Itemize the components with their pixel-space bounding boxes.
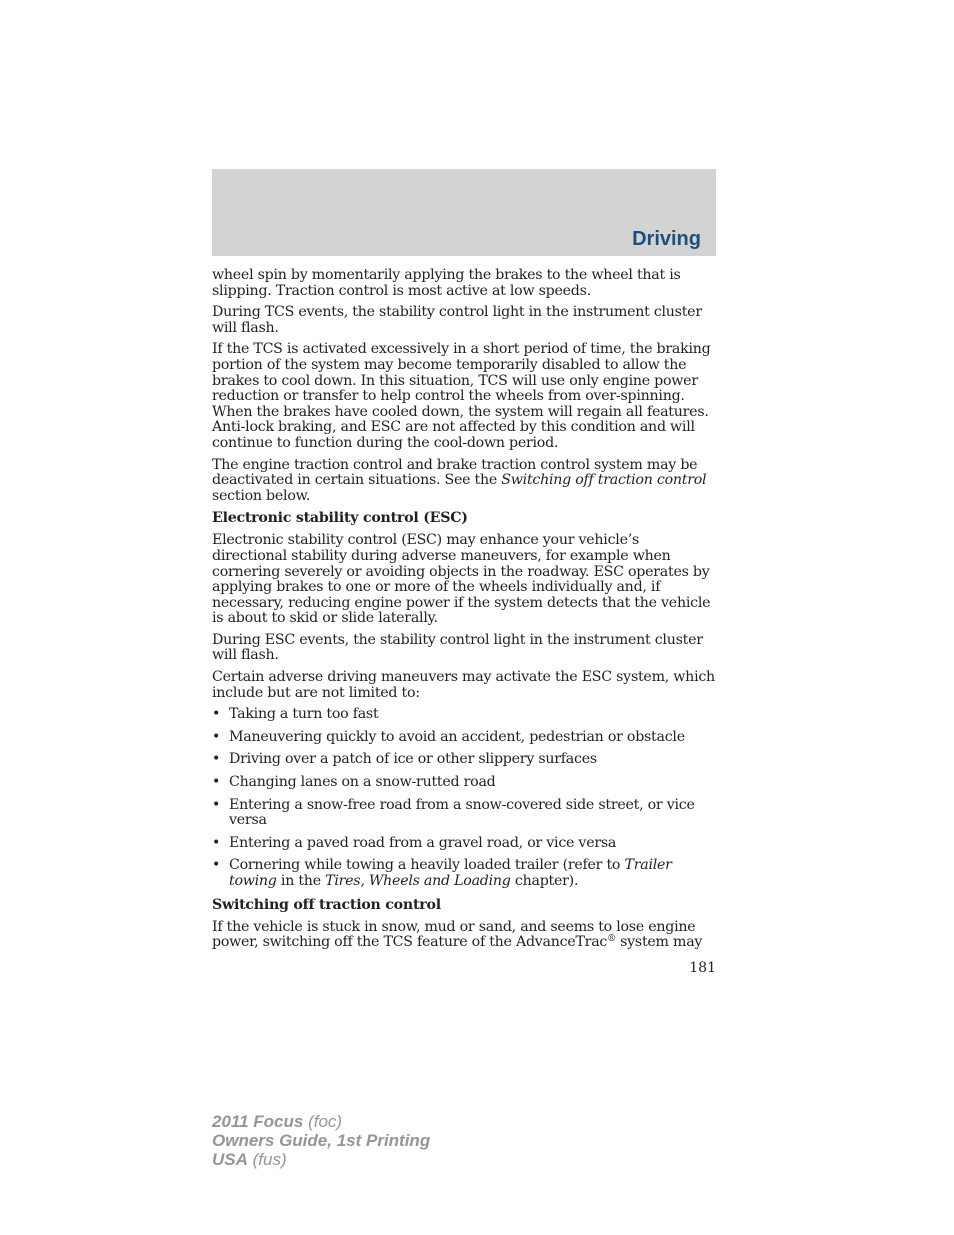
section-title: Driving	[632, 228, 701, 250]
heading-esc: Electronic stability control (ESC)	[212, 510, 468, 527]
footer-printing: Owners Guide, 1st Printing	[212, 1131, 431, 1150]
heading-switching-off: Switching off traction control	[212, 896, 441, 913]
page-body	[212, 268, 716, 957]
list-item-text	[229, 857, 672, 889]
paragraph-tcs-events: During TCS events, the stability control light in the instrument cluster will flash.	[212, 304, 702, 336]
list-item-text: Changing lanes on a snow-rutted road	[229, 774, 496, 791]
paragraph-esc-events: During ESC events, the stability control light in the instrument cluster will flash.	[212, 631, 703, 664]
list-item-text: Entering a paved road from a gravel road, or vice versa	[229, 834, 617, 851]
paragraph-tcs-excessive: If the TCS is activated excessively in a short period of time, the braking portion of the system may become temporarily disabled to allow the brakes to cool down. In this situation, TCS will use only engine power reduction or transfer to help control the wheels from over-spinning. When the brakes have cooled down, the system will regain all features. Anti-lock braking, and ESC are not affected by this condition and will continue to function during the cool-down period.	[212, 341, 711, 451]
towing-text-middle: in the	[276, 873, 326, 889]
bullet-glyph: •	[212, 857, 221, 874]
towing-text-end: chapter).	[510, 873, 579, 889]
deactivation-text-start: The engine traction control and brake traction control system may be deactivated in certain situations. See the	[212, 456, 698, 489]
bullet-glyph: •	[212, 728, 221, 745]
footer-market-code: (fus)	[247, 1150, 287, 1169]
list-item	[212, 836, 716, 852]
page-number: 181	[689, 960, 716, 976]
section-header-band	[212, 169, 716, 256]
paragraph-adverse-maneuvers: Certain adverse driving maneuvers may activate the ESC system, which include but are not limited to:	[212, 669, 715, 701]
footer-market: USA	[212, 1150, 248, 1169]
list-item-text: Maneuvering quickly to avoid an accident, pedestrian or obstacle	[229, 728, 685, 745]
paragraph-deactivation	[212, 458, 716, 505]
switching-off-reference: Switching off traction control	[501, 472, 707, 489]
stuck-text-end: system may	[615, 934, 703, 951]
trailer-towing-reference: Trailer towing	[229, 857, 672, 889]
footer-imprint	[212, 1112, 430, 1169]
list-item	[212, 798, 716, 829]
list-item	[212, 730, 716, 746]
bullet-glyph: •	[212, 796, 221, 813]
registered-mark: ®	[607, 934, 616, 945]
tires-chapter-reference: Tires, Wheels and Loading	[325, 873, 511, 889]
list-item	[212, 752, 716, 768]
footer-line-model	[212, 1112, 430, 1131]
bullet-glyph: •	[212, 751, 221, 768]
maneuver-list	[212, 707, 716, 889]
paragraph-wheel-spin: wheel spin by momentarily applying the brakes to the wheel that is slipping. Traction control is most active at low speeds.	[212, 267, 681, 299]
bullet-glyph: •	[212, 834, 221, 851]
footer-model: 2011 Focus	[212, 1112, 304, 1131]
stuck-text-start: If the vehicle is stuck in snow, mud or sand, and seems to lose engine power, switching off the TCS feature of the AdvanceTrac	[212, 918, 696, 951]
footer-line-market	[212, 1150, 430, 1169]
list-item-text: Driving over a patch of ice or other slippery surfaces	[229, 751, 597, 768]
list-item-text: Taking a turn too fast	[229, 706, 379, 723]
paragraph-esc-description: Electronic stability control (ESC) may enhance your vehicle’s directional stability during adverse maneuvers, for example when cornering severely or avoiding objects in the roadway. ESC operates by applying brakes to one or more of the wheels individually and, if necessary, reducing engine power if the system detects that the vehicle is about to skid or slide laterally.	[212, 532, 711, 627]
deactivation-text-end: section below.	[212, 487, 311, 504]
list-item	[212, 858, 716, 889]
list-item	[212, 775, 716, 791]
towing-text-start: Cornering while towing a heavily loaded trailer (refer to	[229, 857, 625, 874]
footer-model-code: (foc)	[303, 1112, 343, 1131]
bullet-glyph: •	[212, 774, 221, 791]
list-item-text: Entering a snow-free road from a snow-covered side street, or vice versa	[229, 796, 695, 829]
list-item	[212, 707, 716, 723]
paragraph-stuck-vehicle	[212, 920, 716, 951]
bullet-glyph: •	[212, 706, 221, 723]
